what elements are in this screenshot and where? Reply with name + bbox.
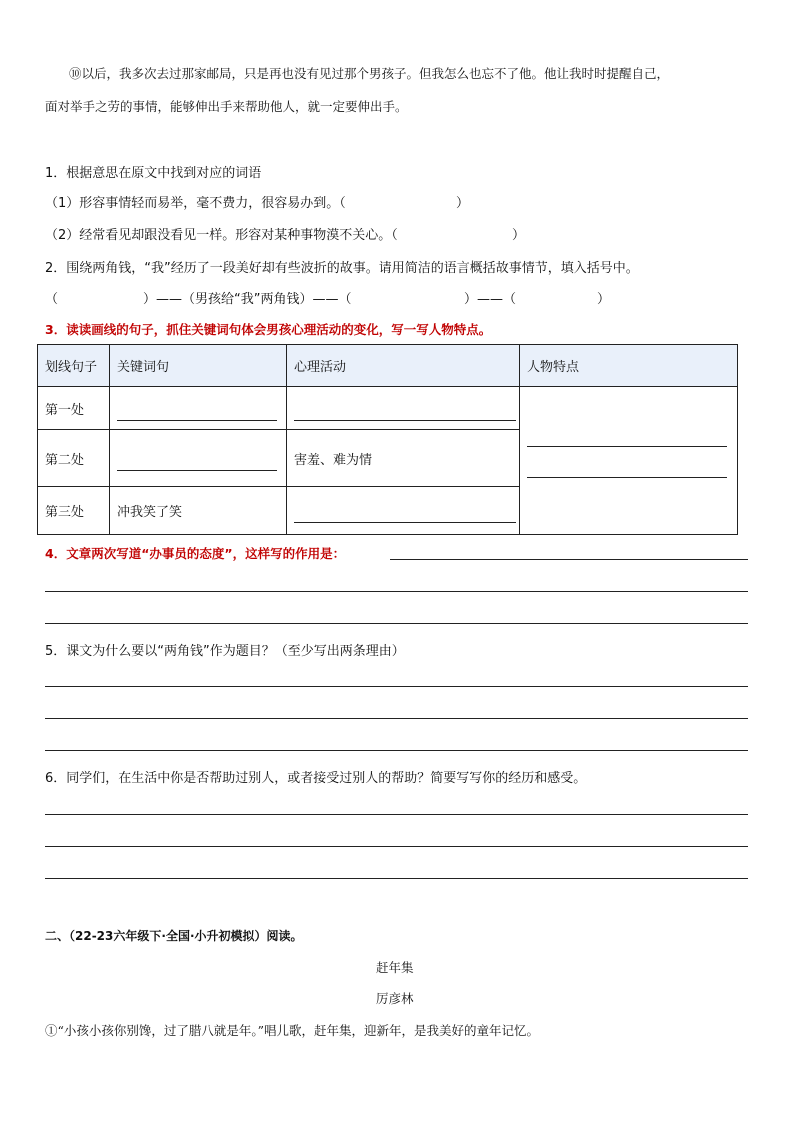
answer-blank-cell [287, 487, 520, 535]
q1-stem: 1．根据意思在原文中找到对应的词语 [45, 166, 262, 181]
q1-sub1: （1）形容事情轻而易举，毫不费力，很容易办到。（ [45, 196, 346, 211]
article-para1: ①“小孩小孩你别馋，过了腊八就是年。”唱儿歌，赶年集，迎新年，是我美好的童年记忆。 [45, 1023, 540, 1038]
q1-sub1-close: ） [456, 196, 470, 211]
mental-cell: 害羞、难为情 [287, 430, 520, 487]
q4-stem: 4．文章两次写道“办事员的态度”，这样写的作用是： [45, 546, 346, 561]
q1-sub2-close: ） [512, 228, 526, 243]
section2-heading: 二、（22-23六年级下·全国·小升初模拟）阅读。 [45, 929, 303, 943]
passage-para10-line2: 面对举手之劳的事情，能够伸出手来帮助他人，就一定要伸出手。 [45, 99, 408, 114]
row-label: 第三处 [38, 487, 110, 535]
trait-cell [520, 387, 738, 535]
answer-line[interactable] [45, 686, 748, 687]
keyword-cell: 冲我笑了笑 [110, 487, 287, 535]
q3-table [37, 344, 738, 535]
table-header-row [38, 345, 738, 387]
answer-line[interactable] [45, 814, 748, 815]
row-label: 第二处 [38, 430, 110, 487]
q2-mid2: ）——（ [464, 292, 517, 307]
answer-blank[interactable] [527, 459, 727, 478]
answer-blank[interactable] [117, 402, 277, 421]
table-header-cell: 人物特点 [520, 345, 738, 387]
q1-sub2: （2）经常看见却跟没看见一样。形容对某种事物漠不关心。（ [45, 228, 398, 243]
passage-para10-line1: ⑩以后，我多次去过那家邮局，只是再也没有见过那个男孩子。但我怎么也忘不了他。他让我时时提醒自己， [69, 66, 670, 81]
answer-blank-cell [110, 387, 287, 430]
q5-stem: 5．课文为什么要以“两角钱”作为题目？（至少写出两条理由） [45, 644, 405, 659]
answer-blank[interactable] [294, 402, 516, 421]
table-header-cell: 关键词句 [110, 345, 287, 387]
answer-blank-cell [287, 387, 520, 430]
answer-line[interactable] [45, 718, 748, 719]
answer-blank[interactable] [117, 452, 277, 471]
answer-line[interactable] [45, 878, 748, 879]
row-label: 第一处 [38, 387, 110, 430]
article-author: 厉彦林 [376, 991, 414, 1006]
answer-line[interactable] [45, 623, 748, 624]
table-row [38, 387, 738, 430]
answer-line[interactable] [45, 750, 748, 751]
answer-line[interactable] [45, 846, 748, 847]
q2-mid1: ）——（男孩给“我”两角钱）——（ [143, 292, 352, 307]
answer-blank[interactable] [294, 504, 516, 523]
answer-blank[interactable] [527, 428, 727, 447]
q2-stem: 2．围绕两角钱，“我”经历了一段美好却有些波折的故事。请用简洁的语言概括故事情节，填入括号中。 [45, 261, 639, 276]
answer-blank-cell [110, 430, 287, 487]
q2-open1: （ [45, 292, 59, 307]
table-header-cell: 心理活动 [287, 345, 520, 387]
article-title: 赶年集 [376, 960, 414, 975]
table-header-cell: 划线句子 [38, 345, 110, 387]
answer-line[interactable] [45, 591, 748, 592]
q3-stem: 3．读读画线的句子，抓住关键词句体会男孩心理活动的变化，写一写人物特点。 [45, 322, 492, 337]
q6-stem: 6．同学们，在生活中你是否帮助过别人，或者接受过别人的帮助？简要写写你的经历和感受。 [45, 771, 587, 786]
q2-close: ） [597, 292, 611, 307]
answer-line[interactable] [390, 559, 748, 560]
